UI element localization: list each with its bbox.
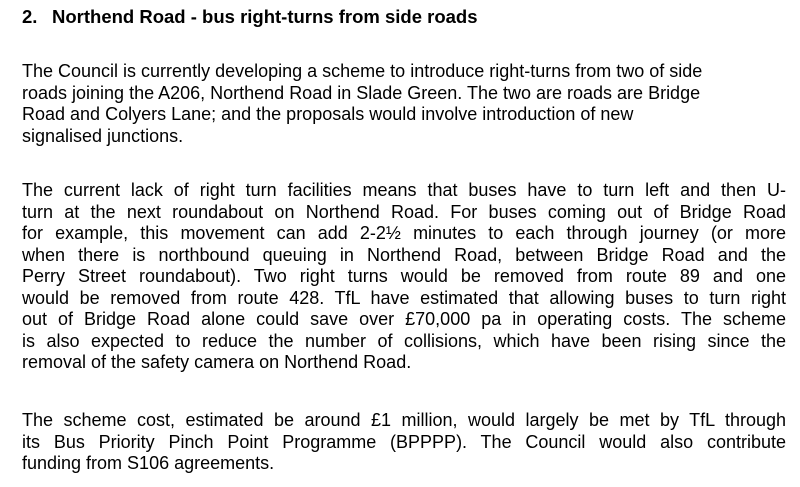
section-number: 2. — [22, 6, 38, 27]
paragraph-line: turn at the next roundabout on Northend Road. For buses coming out of Bridge Road — [22, 201, 786, 222]
paragraph-line: Perry Street roundabout). Two right turns would be removed from route 89 and one — [22, 266, 786, 286]
paragraph-line: signalised junctions. — [22, 125, 184, 146]
paragraph-line: The scheme cost, estimated be around £1 million, would largely be met by TfL through — [22, 410, 786, 430]
paragraph-right-turn-facilities — [22, 180, 786, 374]
section-title: Northend Road - bus right-turns from side roads — [52, 6, 478, 27]
paragraph-line: The current lack of right turn facilities means that buses have to turn left and then U- — [22, 180, 786, 200]
paragraph-line: roads joining the A206, Northend Road in Slade Green. The two are roads are Bridge — [22, 82, 701, 103]
paragraph-line: is also expected to reduce the number of collisions, which have been rising since the — [22, 330, 786, 351]
paragraph-line: Road and Colyers Lane; and the proposals would involve introduction of new — [22, 104, 634, 124]
paragraph-line: The Council is currently developing a scheme to introduce right-turns from two of side — [22, 61, 703, 81]
paragraph-line: funding from S106 agreements. — [22, 453, 275, 473]
paragraph-scheme-intro — [22, 61, 722, 147]
paragraph-line: out of Bridge Road alone could save over £70,000 pa in operating costs. The scheme — [22, 309, 786, 329]
paragraph-line: would be removed from route 428. TfL have estimated that allowing buses to turn right — [22, 287, 786, 308]
paragraph-line: for example, this movement can add 2-2½ minutes to each through journey (or more — [22, 223, 786, 243]
paragraph-line: when there is northbound queuing in Northend Road, between Bridge Road and the — [22, 244, 786, 265]
section-heading — [22, 4, 478, 30]
paragraph-line: removal of the safety camera on Northend Road. — [22, 352, 412, 372]
paragraph-line: its Bus Priority Pinch Point Programme (BPPPP). The Council would also contribute — [22, 431, 786, 452]
paragraph-scheme-cost — [22, 410, 786, 475]
